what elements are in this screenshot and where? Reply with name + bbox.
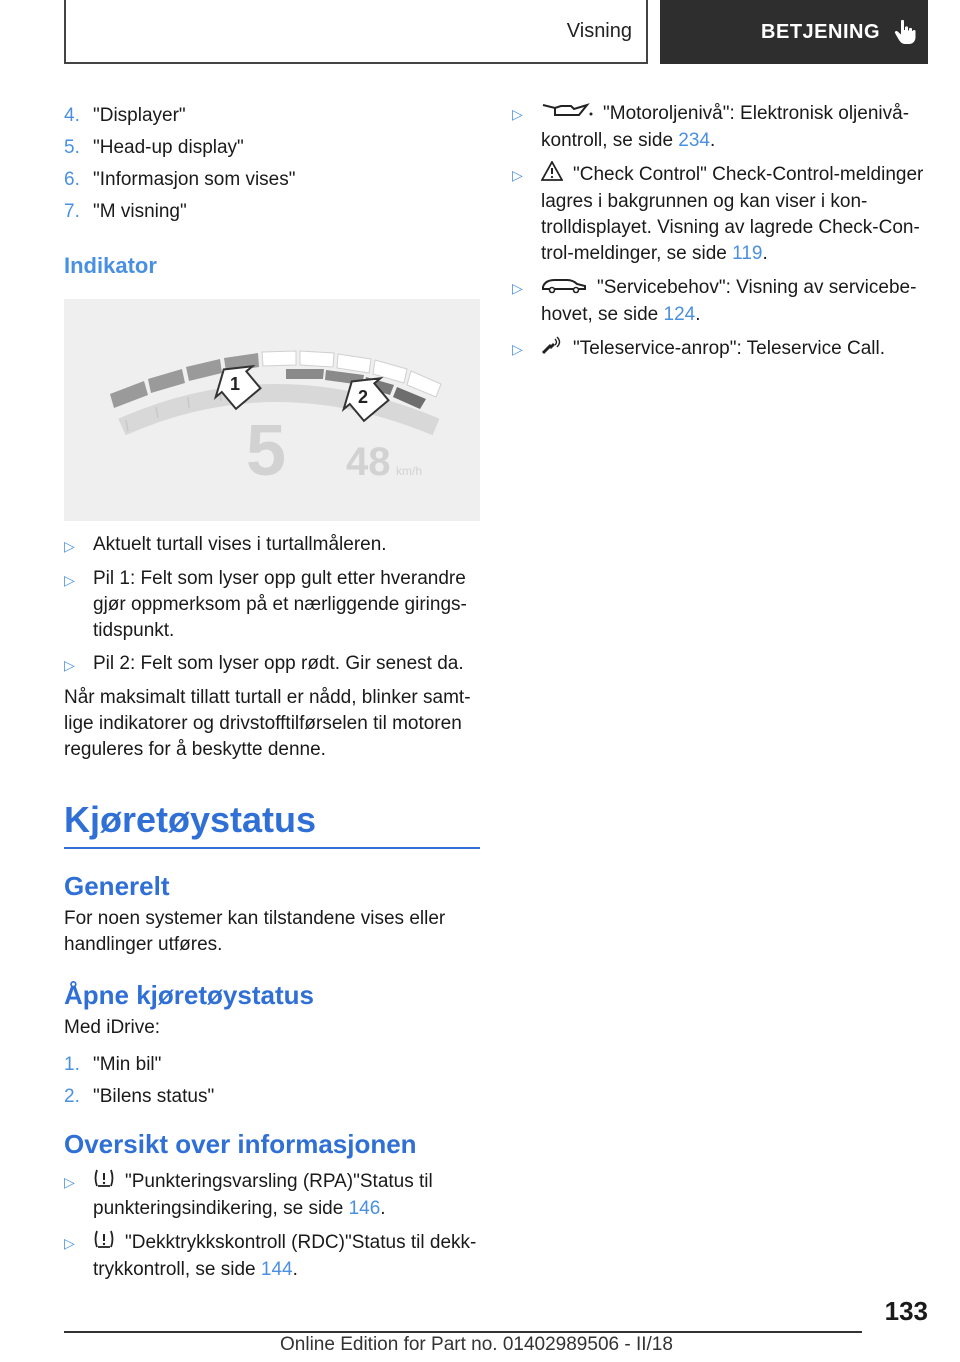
footer-divider bbox=[64, 1331, 862, 1333]
page-number: 133 bbox=[884, 1296, 928, 1326]
bullet-triangle-icon: ▷ bbox=[512, 341, 523, 357]
header-section-box bbox=[64, 0, 648, 64]
list-item bbox=[64, 1081, 480, 1113]
list-item bbox=[64, 100, 480, 132]
page-link[interactable]: 119 bbox=[732, 243, 763, 264]
list-item bbox=[512, 335, 924, 363]
list-text: "Informasjon som vises" bbox=[93, 169, 296, 190]
rpm-limit-paragraph: Når maksimalt tillatt turtall er nådd, blinker samtlige indikatorer og drivstofftilførselen til motoren reguleres for å beskytte denne. bbox=[64, 687, 471, 760]
list-text-end: . bbox=[380, 1198, 386, 1219]
list-item bbox=[64, 1049, 480, 1081]
oversikt-heading: Oversikt over informasjonen bbox=[64, 1129, 417, 1159]
header-chapter-box bbox=[660, 0, 928, 64]
oil-can-icon bbox=[541, 100, 593, 128]
list-item bbox=[512, 161, 924, 267]
right-column bbox=[512, 100, 924, 370]
indicator-bullets bbox=[64, 532, 480, 678]
bullet-triangle-icon: ▷ bbox=[64, 657, 75, 673]
list-number: 6. bbox=[64, 169, 80, 190]
list-item bbox=[64, 132, 480, 164]
warning-triangle-icon bbox=[541, 161, 563, 189]
bullet-triangle-icon: ▷ bbox=[512, 167, 523, 183]
list-text-end: . bbox=[695, 304, 701, 325]
rev-indicator-figure bbox=[64, 299, 480, 521]
page-link[interactable]: 144 bbox=[260, 1259, 293, 1280]
apne-heading: Åpne kjøretøystatus bbox=[64, 980, 314, 1010]
indikator-heading: Indikator bbox=[64, 253, 157, 278]
list-text: "Head-up display" bbox=[93, 137, 244, 158]
list-text: "Punkteringsvarsling (RPA)"Status til punkteringsindikering, se side bbox=[93, 1171, 433, 1219]
list-number: 1. bbox=[64, 1054, 80, 1075]
list-text: Pil 2: Felt som lyser opp rødt. Gir senest da. bbox=[93, 653, 464, 674]
bullet-triangle-icon: ▷ bbox=[64, 1235, 75, 1251]
tire-warning-icon bbox=[93, 1168, 115, 1196]
section-title: Kjøretøystatus bbox=[64, 799, 480, 849]
list-text: "M visning" bbox=[93, 201, 187, 222]
gear-readout: 5 bbox=[246, 411, 287, 491]
bullet-triangle-icon: ▷ bbox=[512, 106, 523, 122]
page-link[interactable]: 124 bbox=[663, 304, 696, 325]
header-section-title: Visning bbox=[566, 19, 632, 42]
footer-edition: Online Edition for Part no. 01402989506 - II/18 bbox=[280, 1334, 673, 1355]
oversikt-list bbox=[64, 1168, 480, 1283]
list-number: 2. bbox=[64, 1086, 80, 1107]
menu-path-list bbox=[64, 100, 480, 228]
bullet-triangle-icon: ▷ bbox=[64, 1174, 75, 1190]
idrive-steps-list bbox=[64, 1049, 480, 1113]
list-item bbox=[64, 164, 480, 196]
header-chapter-title: BETJENING bbox=[761, 20, 880, 43]
list-text-end: . bbox=[292, 1259, 298, 1280]
list-item bbox=[64, 651, 480, 678]
list-text-end: . bbox=[762, 243, 768, 264]
list-item bbox=[512, 274, 924, 328]
list-text: "Check Control" Check-Control-meldinger lagres i bakgrunnen og kan viser i kontrolldisplayet. Visning av lagrede Check-Control-meldinger, se side bbox=[541, 164, 924, 264]
arrow-2-label: 2 bbox=[358, 387, 369, 407]
list-text: Aktuelt turtall vises i turtallmåleren. bbox=[93, 534, 387, 555]
list-item bbox=[64, 566, 480, 644]
page-link[interactable]: 146 bbox=[348, 1198, 381, 1219]
speed-readout: 48 bbox=[346, 440, 391, 484]
list-item bbox=[64, 1168, 480, 1222]
list-text: "Min bil" bbox=[93, 1054, 162, 1075]
bullet-triangle-icon: ▷ bbox=[512, 280, 523, 296]
arrow-1-label: 1 bbox=[230, 374, 241, 394]
list-text: "Displayer" bbox=[93, 105, 186, 126]
bullet-triangle-icon: ▷ bbox=[64, 538, 75, 554]
page-link[interactable]: 234 bbox=[678, 130, 710, 151]
list-text-end: . bbox=[710, 130, 716, 151]
left-column bbox=[64, 100, 480, 1290]
list-item bbox=[64, 196, 480, 228]
list-text: "Dekktrykkskontroll (RDC)"Status til dekktrykkontroll, se side bbox=[93, 1232, 477, 1280]
list-item bbox=[64, 532, 480, 559]
list-number: 4. bbox=[64, 105, 80, 126]
car-service-icon bbox=[541, 274, 587, 302]
list-item bbox=[512, 100, 924, 154]
hand-pointer-icon bbox=[894, 19, 916, 45]
list-text: "Teleservice-anrop": Teleservice Call. bbox=[573, 338, 885, 360]
list-item bbox=[64, 1229, 480, 1283]
status-info-list bbox=[512, 100, 924, 363]
teleservice-icon bbox=[541, 335, 563, 363]
generelt-text: For noen systemer kan tilstandene vises eller handlinger utføres. bbox=[64, 908, 446, 955]
list-number: 7. bbox=[64, 201, 80, 222]
tire-warning-icon bbox=[93, 1229, 115, 1257]
list-number: 5. bbox=[64, 137, 80, 158]
list-text: "Bilens status" bbox=[93, 1086, 215, 1107]
apne-text: Med iDrive: bbox=[64, 1017, 161, 1038]
list-text: Pil 1: Felt som lyser opp gult etter hverandre gjør oppmerksom på et nærliggende giringstidspunkt. bbox=[93, 568, 467, 641]
list-text: "Motoroljenivå": Elektronisk oljenivåkontroll, se side bbox=[541, 103, 910, 151]
generelt-heading: Generelt bbox=[64, 871, 170, 901]
speed-unit: km/h bbox=[396, 464, 423, 478]
bullet-triangle-icon: ▷ bbox=[64, 572, 75, 588]
list-text: "Servicebehov": Visning av servicebehovet, se side bbox=[541, 277, 917, 325]
